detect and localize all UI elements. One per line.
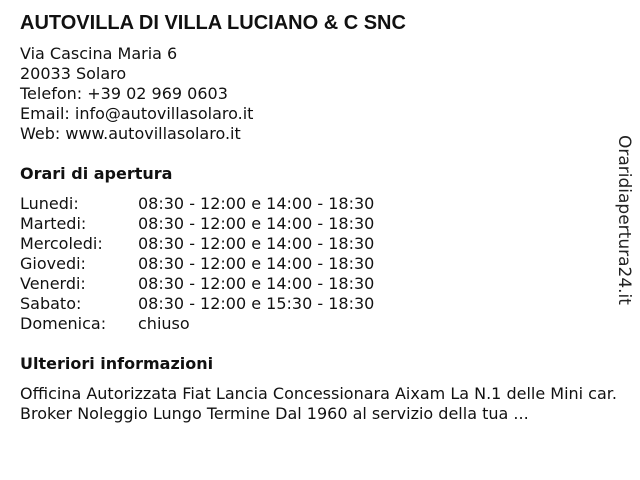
time-value: 08:30 - 12:00 e 14:00 - 18:30 [138,254,375,273]
hours-row-tuesday [20,214,620,234]
address-block [20,44,620,144]
hours-row-monday [20,194,620,214]
time-value: 08:30 - 12:00 e 14:00 - 18:30 [138,214,375,233]
info-description: Officina Autorizzata Fiat Lancia Concessionara Aixam La N.1 delle Mini car. Broker Noleggio Lungo Termine Dal 1960 al servizio della tua ... [20,384,617,423]
time-value: 08:30 - 12:00 e 14:00 - 18:30 [138,234,375,253]
time-value: 08:30 - 12:00 e 14:00 - 18:30 [138,194,375,213]
hours-row-sunday [20,314,620,334]
day-label: Venerdi: [20,274,86,293]
street-address: Via Cascina Maria 6 [20,44,178,63]
day-label: Lunedi: [20,194,79,213]
day-label: Giovedi: [20,254,86,273]
info-heading: Ulteriori informazioni [20,354,214,373]
hours-row-friday [20,274,620,294]
day-label: Sabato: [20,294,82,313]
hours-row-wednesday [20,234,620,254]
postal-city: 20033 Solaro [20,64,127,83]
hours-row-thursday [20,254,620,274]
hours-table [20,194,620,334]
web-line: Web: www.autovillasolaro.it [20,124,241,143]
hours-heading: Orari di apertura [20,164,173,183]
time-value: chiuso [138,314,190,333]
hours-row-saturday [20,294,620,314]
day-label: Martedi: [20,214,87,233]
time-value: 08:30 - 12:00 e 15:30 - 18:30 [138,294,375,313]
time-value: 08:30 - 12:00 e 14:00 - 18:30 [138,274,375,293]
email-line: Email: info@autovillasolaro.it [20,104,254,123]
watermark-text: Oraridiapertura24.it [614,135,634,305]
day-label: Domenica: [20,314,107,333]
business-card [20,10,620,424]
day-label: Mercoledi: [20,234,103,253]
phone-line: Telefon: +39 02 969 0603 [20,84,228,103]
business-name: AUTOVILLA DI VILLA LUCIANO & C SNC [20,12,406,34]
